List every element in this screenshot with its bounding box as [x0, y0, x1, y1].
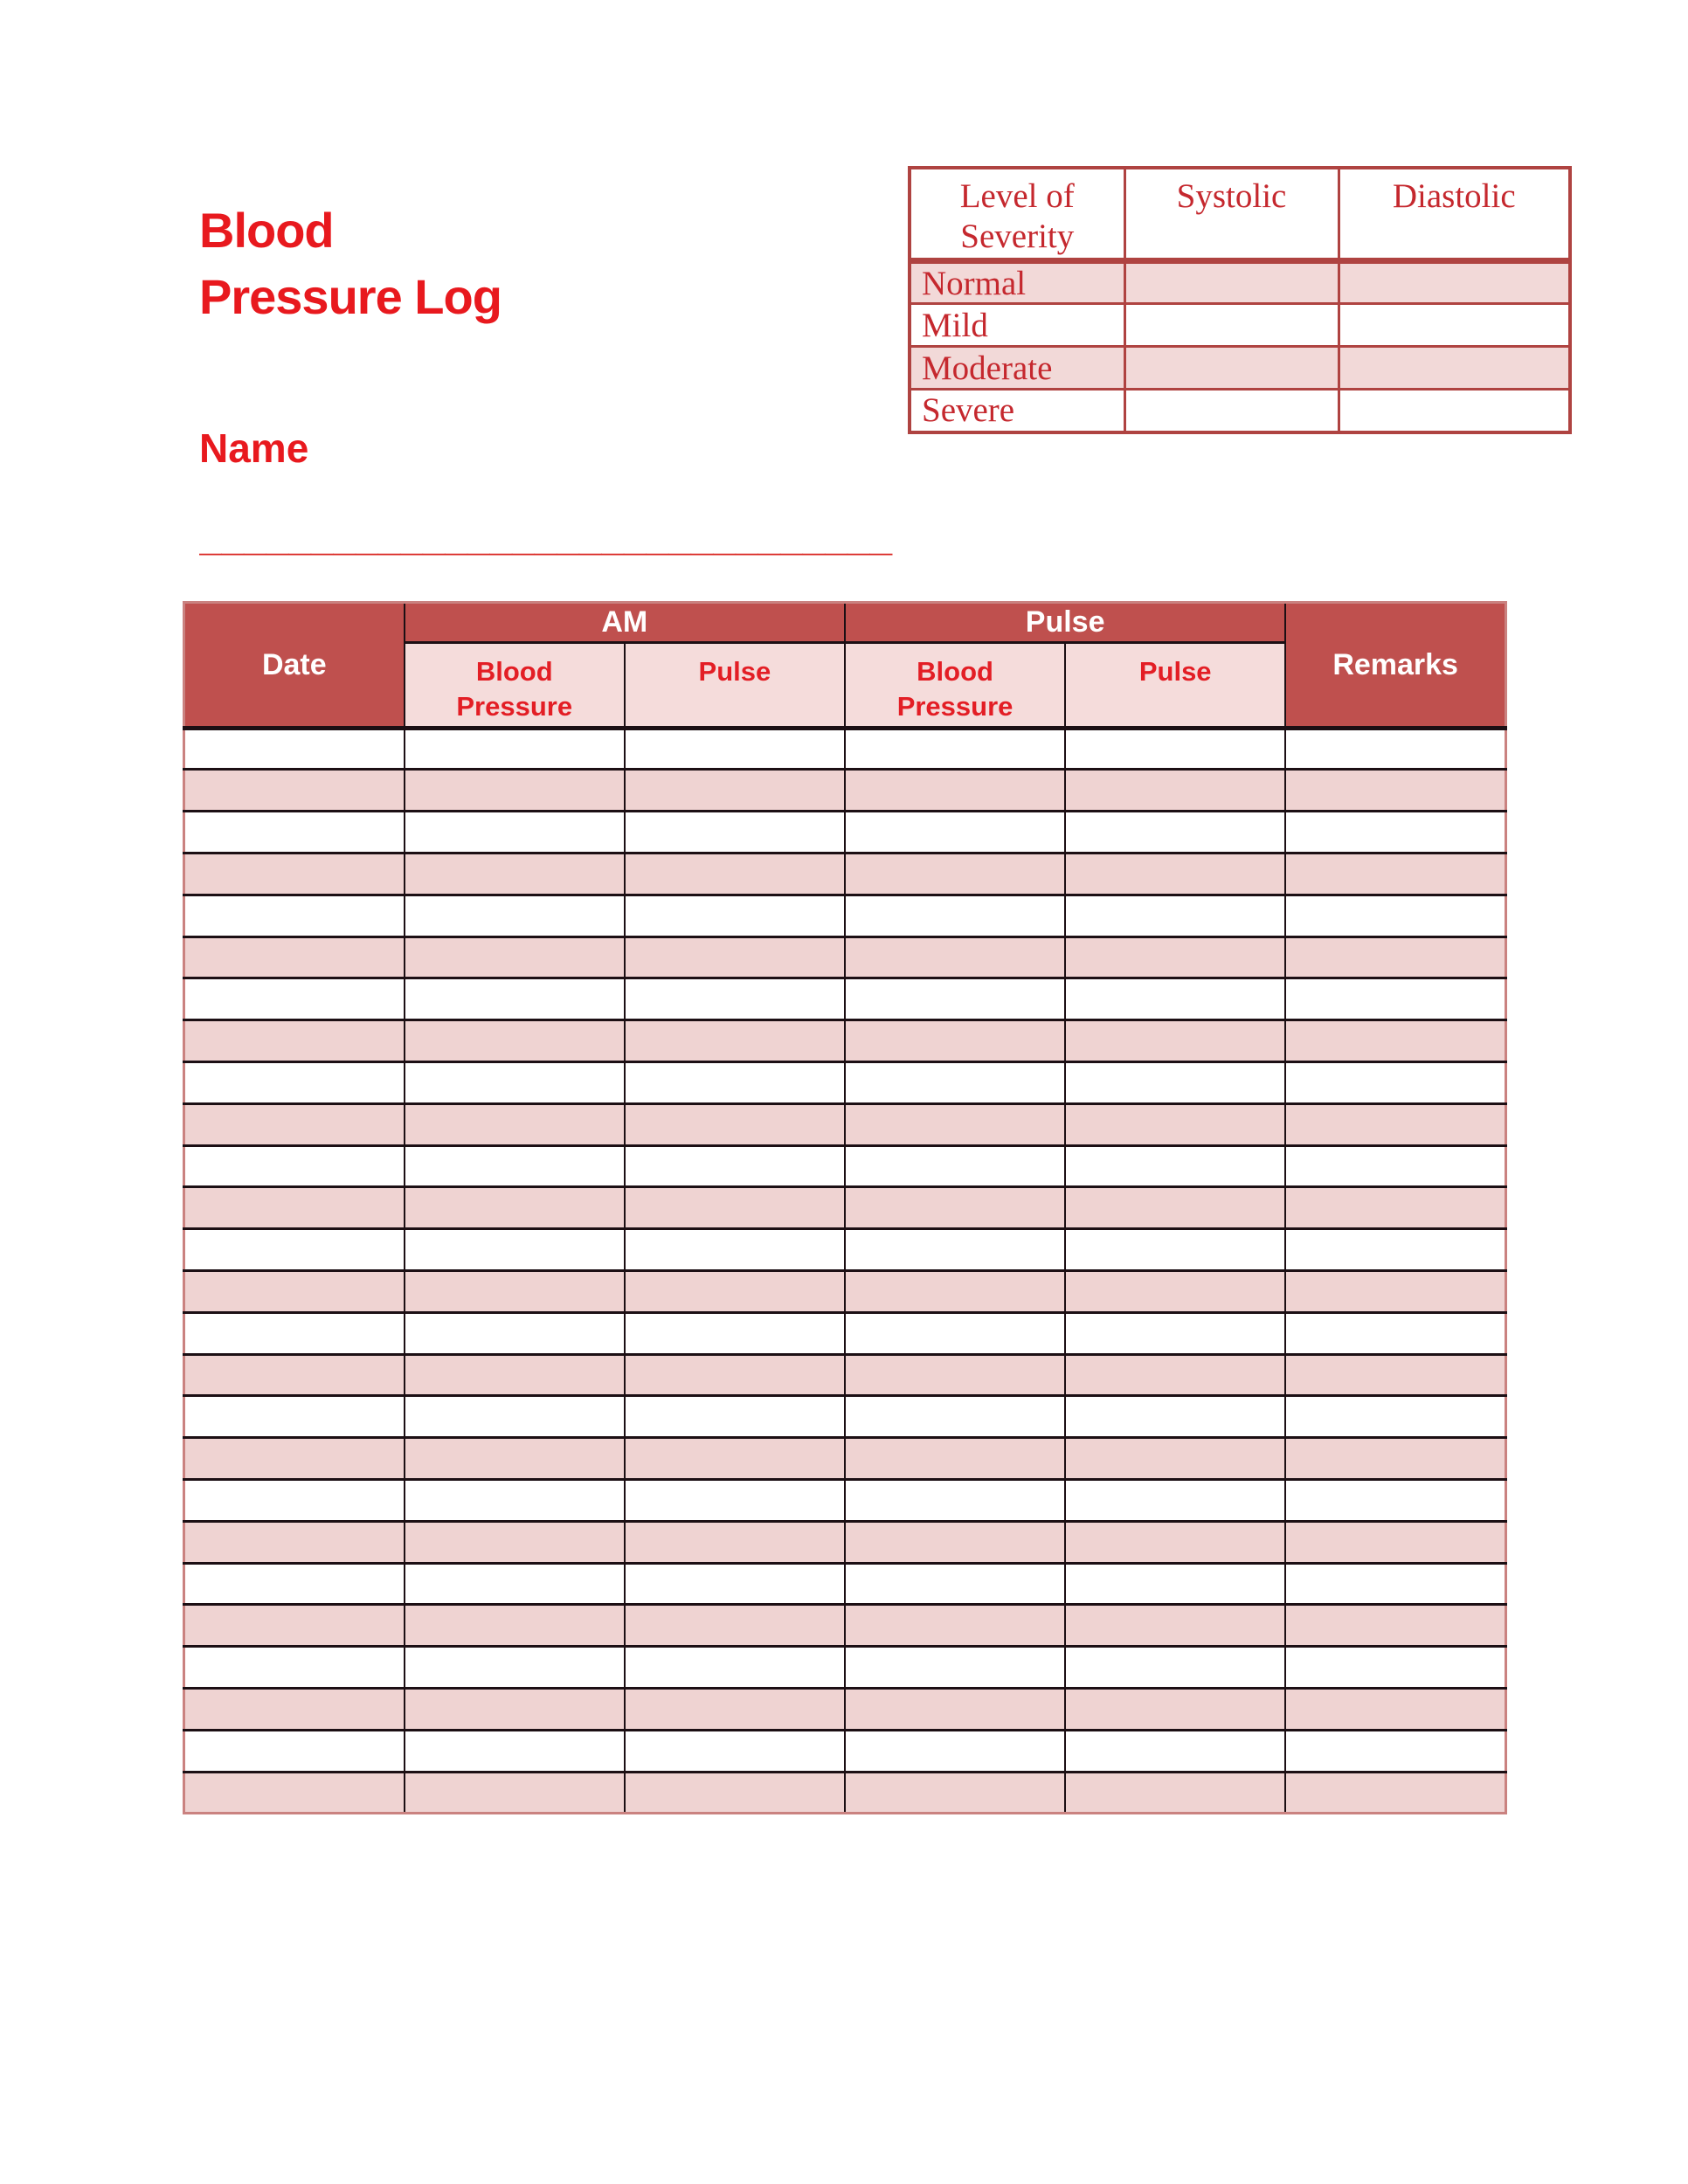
- log-row: [184, 1187, 1506, 1229]
- log-cell: [1285, 1020, 1505, 1062]
- log-cell: [184, 1396, 405, 1438]
- log-cell: [405, 978, 625, 1020]
- log-cell: [405, 1688, 625, 1730]
- log-cell: [184, 770, 405, 812]
- log-cell: [1065, 1563, 1285, 1605]
- log-cell: [625, 1730, 845, 1772]
- log-cell: [405, 1061, 625, 1103]
- log-row: [184, 1270, 1506, 1312]
- log-cell: [625, 1103, 845, 1145]
- log-cell: [184, 978, 405, 1020]
- log-cell: [184, 936, 405, 978]
- log-cell: [1285, 978, 1505, 1020]
- log-cell: [1065, 1396, 1285, 1438]
- log-cell: [405, 1187, 625, 1229]
- log-cell: [1285, 1103, 1505, 1145]
- log-row: [184, 1354, 1506, 1396]
- severity-diastolic-cell: [1339, 304, 1570, 347]
- log-cell: [405, 728, 625, 770]
- log-cell: [405, 1772, 625, 1814]
- log-cell: [1285, 1229, 1505, 1271]
- log-cell: [184, 1688, 405, 1730]
- page-title-line1: Blood: [199, 203, 334, 258]
- log-cell: [184, 1145, 405, 1187]
- log-cell: [625, 895, 845, 936]
- severity-header-row: [910, 168, 1570, 261]
- log-cell: [1065, 1020, 1285, 1062]
- log-cell: [625, 812, 845, 854]
- log-row: [184, 1521, 1506, 1563]
- log-row: [184, 1020, 1506, 1062]
- log-cell: [845, 1103, 1065, 1145]
- log-cell: [845, 1145, 1065, 1187]
- log-cell: [1065, 1772, 1285, 1814]
- log-cell: [184, 1772, 405, 1814]
- log-row: [184, 1438, 1506, 1480]
- log-cell: [625, 1396, 845, 1438]
- log-cell: [1065, 978, 1285, 1020]
- log-subheader-pulse-pm-label: Pulse: [1138, 656, 1212, 687]
- log-cell: [845, 1396, 1065, 1438]
- log-row: [184, 1688, 1506, 1730]
- log-cell: [1065, 853, 1285, 895]
- log-cell: [405, 895, 625, 936]
- log-subheader-bp-pm-label: Blood Pressure: [896, 656, 1013, 722]
- log-cell: [1285, 770, 1505, 812]
- log-cell: [1065, 1354, 1285, 1396]
- severity-reference-table: [908, 166, 1572, 434]
- log-cell: [405, 1103, 625, 1145]
- severity-level-cell: Severe: [910, 390, 1124, 432]
- log-cell: [625, 1020, 845, 1062]
- log-cell: [1285, 1730, 1505, 1772]
- log-row: [184, 1605, 1506, 1647]
- log-cell: [845, 1772, 1065, 1814]
- log-cell: [405, 1354, 625, 1396]
- log-cell: [625, 1061, 845, 1103]
- log-cell: [845, 1270, 1065, 1312]
- log-cell: [625, 1688, 845, 1730]
- severity-level-cell: Mild: [910, 304, 1124, 347]
- log-cell: [845, 853, 1065, 895]
- log-cell: [184, 728, 405, 770]
- log-cell: [625, 1312, 845, 1354]
- log-cell: [1065, 1103, 1285, 1145]
- log-cell: [845, 1647, 1065, 1689]
- log-cell: [184, 1270, 405, 1312]
- log-cell: [405, 1312, 625, 1354]
- log-cell: [845, 895, 1065, 936]
- log-cell: [1285, 1521, 1505, 1563]
- log-cell: [405, 936, 625, 978]
- log-cell: [845, 1479, 1065, 1521]
- log-cell: [1065, 1479, 1285, 1521]
- log-row: [184, 1563, 1506, 1605]
- log-cell: [625, 1521, 845, 1563]
- log-cell: [405, 1020, 625, 1062]
- log-cell: [1065, 1688, 1285, 1730]
- log-cell: [845, 1438, 1065, 1480]
- log-cell: [845, 978, 1065, 1020]
- log-cell: [1065, 1187, 1285, 1229]
- page-title-line2: Pressure Log: [199, 269, 502, 324]
- log-cell: [405, 1270, 625, 1312]
- log-subheader-pulse-pm: [1065, 643, 1285, 729]
- log-cell: [1065, 1270, 1285, 1312]
- severity-header-level: Level of Severity: [910, 168, 1124, 261]
- log-cell: [845, 1521, 1065, 1563]
- log-row: [184, 1647, 1506, 1689]
- log-cell: [625, 1270, 845, 1312]
- log-cell: [184, 1020, 405, 1062]
- log-row: [184, 1772, 1506, 1814]
- log-row: [184, 1312, 1506, 1354]
- log-cell: [405, 1396, 625, 1438]
- log-cell: [184, 1438, 405, 1480]
- log-cell: [405, 1647, 625, 1689]
- log-cell: [625, 1479, 845, 1521]
- log-cell: [1285, 1772, 1505, 1814]
- log-cell: [625, 1563, 845, 1605]
- severity-row: [910, 261, 1570, 304]
- log-subheader-pulse-am-label: Pulse: [698, 656, 771, 687]
- log-cell: [184, 1479, 405, 1521]
- log-row: [184, 1229, 1506, 1271]
- log-cell: [1285, 1688, 1505, 1730]
- log-row: [184, 1479, 1506, 1521]
- log-header-group-am: AM: [405, 603, 845, 643]
- log-cell: [625, 853, 845, 895]
- log-cell: [184, 1229, 405, 1271]
- log-cell: [1285, 1605, 1505, 1647]
- log-row: [184, 936, 1506, 978]
- log-header-group-row: [184, 603, 1506, 643]
- log-subheader-pulse-am: [625, 643, 845, 729]
- log-cell: [1065, 770, 1285, 812]
- log-cell: [1065, 728, 1285, 770]
- log-row: [184, 1061, 1506, 1103]
- log-cell: [1065, 1061, 1285, 1103]
- log-subheader-bp-am: [405, 643, 625, 729]
- log-cell: [1065, 1145, 1285, 1187]
- log-cell: [405, 1605, 625, 1647]
- log-cell: [625, 978, 845, 1020]
- log-cell: [184, 895, 405, 936]
- log-subheader-bp-am-label: Blood Pressure: [456, 656, 573, 722]
- log-cell: [1285, 728, 1505, 770]
- severity-systolic-cell: [1124, 261, 1339, 304]
- log-cell: [625, 1772, 845, 1814]
- log-cell: [1065, 1229, 1285, 1271]
- severity-header-diastolic: Diastolic: [1339, 168, 1570, 261]
- log-cell: [1285, 1647, 1505, 1689]
- log-cell: [405, 770, 625, 812]
- log-cell: [405, 1438, 625, 1480]
- log-cell: [1285, 1061, 1505, 1103]
- log-cell: [625, 1605, 845, 1647]
- log-cell: [184, 1354, 405, 1396]
- log-cell: [1285, 936, 1505, 978]
- log-cell: [1285, 853, 1505, 895]
- log-cell: [845, 1061, 1065, 1103]
- severity-systolic-cell: [1124, 304, 1339, 347]
- log-header-remarks: Remarks: [1285, 603, 1505, 729]
- log-cell: [1285, 1438, 1505, 1480]
- page-title: [199, 197, 502, 330]
- log-cell: [405, 1229, 625, 1271]
- severity-row: [910, 347, 1570, 390]
- log-header-group-pulse: Pulse: [845, 603, 1285, 643]
- log-cell: [184, 1061, 405, 1103]
- log-cell: [625, 1438, 845, 1480]
- log-cell: [1285, 1396, 1505, 1438]
- log-cell: [1285, 1145, 1505, 1187]
- name-fill-in-line: _______________________________: [199, 514, 893, 559]
- severity-systolic-cell: [1124, 347, 1339, 390]
- severity-systolic-cell: [1124, 390, 1339, 432]
- log-cell: [1285, 895, 1505, 936]
- log-table-body: [184, 728, 1506, 1814]
- log-cell: [1065, 1438, 1285, 1480]
- log-cell: [1285, 1479, 1505, 1521]
- severity-header-systolic: Systolic: [1124, 168, 1339, 261]
- log-cell: [1285, 812, 1505, 854]
- severity-diastolic-cell: [1339, 347, 1570, 390]
- log-row: [184, 1730, 1506, 1772]
- log-cell: [1065, 1521, 1285, 1563]
- log-cell: [845, 770, 1065, 812]
- severity-diastolic-cell: [1339, 261, 1570, 304]
- log-cell: [405, 1145, 625, 1187]
- log-cell: [1065, 812, 1285, 854]
- log-cell: [1285, 1354, 1505, 1396]
- log-cell: [1065, 936, 1285, 978]
- log-cell: [405, 1563, 625, 1605]
- log-cell: [625, 1354, 845, 1396]
- log-cell: [184, 1103, 405, 1145]
- log-cell: [405, 1479, 625, 1521]
- log-cell: [625, 1187, 845, 1229]
- log-cell: [184, 1647, 405, 1689]
- log-cell: [184, 1605, 405, 1647]
- log-row: [184, 770, 1506, 812]
- log-cell: [845, 1605, 1065, 1647]
- log-cell: [184, 1312, 405, 1354]
- log-cell: [1065, 1312, 1285, 1354]
- log-cell: [1065, 1647, 1285, 1689]
- log-cell: [1065, 1605, 1285, 1647]
- severity-table-body: [910, 261, 1570, 432]
- log-cell: [1065, 1730, 1285, 1772]
- log-subheader-bp-pm: [845, 643, 1065, 729]
- log-cell: [1285, 1187, 1505, 1229]
- log-cell: [625, 1229, 845, 1271]
- severity-level-cell: Normal: [910, 261, 1124, 304]
- log-cell: [845, 1229, 1065, 1271]
- log-row: [184, 895, 1506, 936]
- name-label: Name: [199, 425, 309, 471]
- log-row: [184, 812, 1506, 854]
- log-cell: [405, 812, 625, 854]
- log-row: [184, 1103, 1506, 1145]
- log-cell: [845, 1354, 1065, 1396]
- bp-log-table: [183, 601, 1507, 1814]
- log-cell: [845, 728, 1065, 770]
- log-cell: [845, 1688, 1065, 1730]
- log-cell: [625, 1145, 845, 1187]
- log-cell: [405, 1730, 625, 1772]
- log-cell: [184, 1563, 405, 1605]
- severity-diastolic-cell: [1339, 390, 1570, 432]
- log-cell: [625, 1647, 845, 1689]
- log-cell: [184, 853, 405, 895]
- log-cell: [845, 812, 1065, 854]
- log-cell: [845, 1563, 1065, 1605]
- log-row: [184, 728, 1506, 770]
- log-cell: [1285, 1312, 1505, 1354]
- log-cell: [845, 1187, 1065, 1229]
- log-cell: [184, 812, 405, 854]
- log-row: [184, 1145, 1506, 1187]
- severity-row: [910, 390, 1570, 432]
- log-cell: [184, 1730, 405, 1772]
- log-cell: [625, 770, 845, 812]
- log-row: [184, 1396, 1506, 1438]
- log-cell: [1065, 895, 1285, 936]
- log-cell: [845, 936, 1065, 978]
- log-row: [184, 978, 1506, 1020]
- log-cell: [184, 1521, 405, 1563]
- log-cell: [1285, 1270, 1505, 1312]
- log-header-date: Date: [184, 603, 405, 729]
- log-cell: [845, 1020, 1065, 1062]
- log-cell: [405, 1521, 625, 1563]
- log-cell: [845, 1730, 1065, 1772]
- log-row: [184, 853, 1506, 895]
- log-cell: [184, 1187, 405, 1229]
- severity-level-cell: Moderate: [910, 347, 1124, 390]
- log-cell: [625, 936, 845, 978]
- log-cell: [405, 853, 625, 895]
- log-cell: [1285, 1563, 1505, 1605]
- log-cell: [845, 1312, 1065, 1354]
- log-cell: [625, 728, 845, 770]
- severity-row: [910, 304, 1570, 347]
